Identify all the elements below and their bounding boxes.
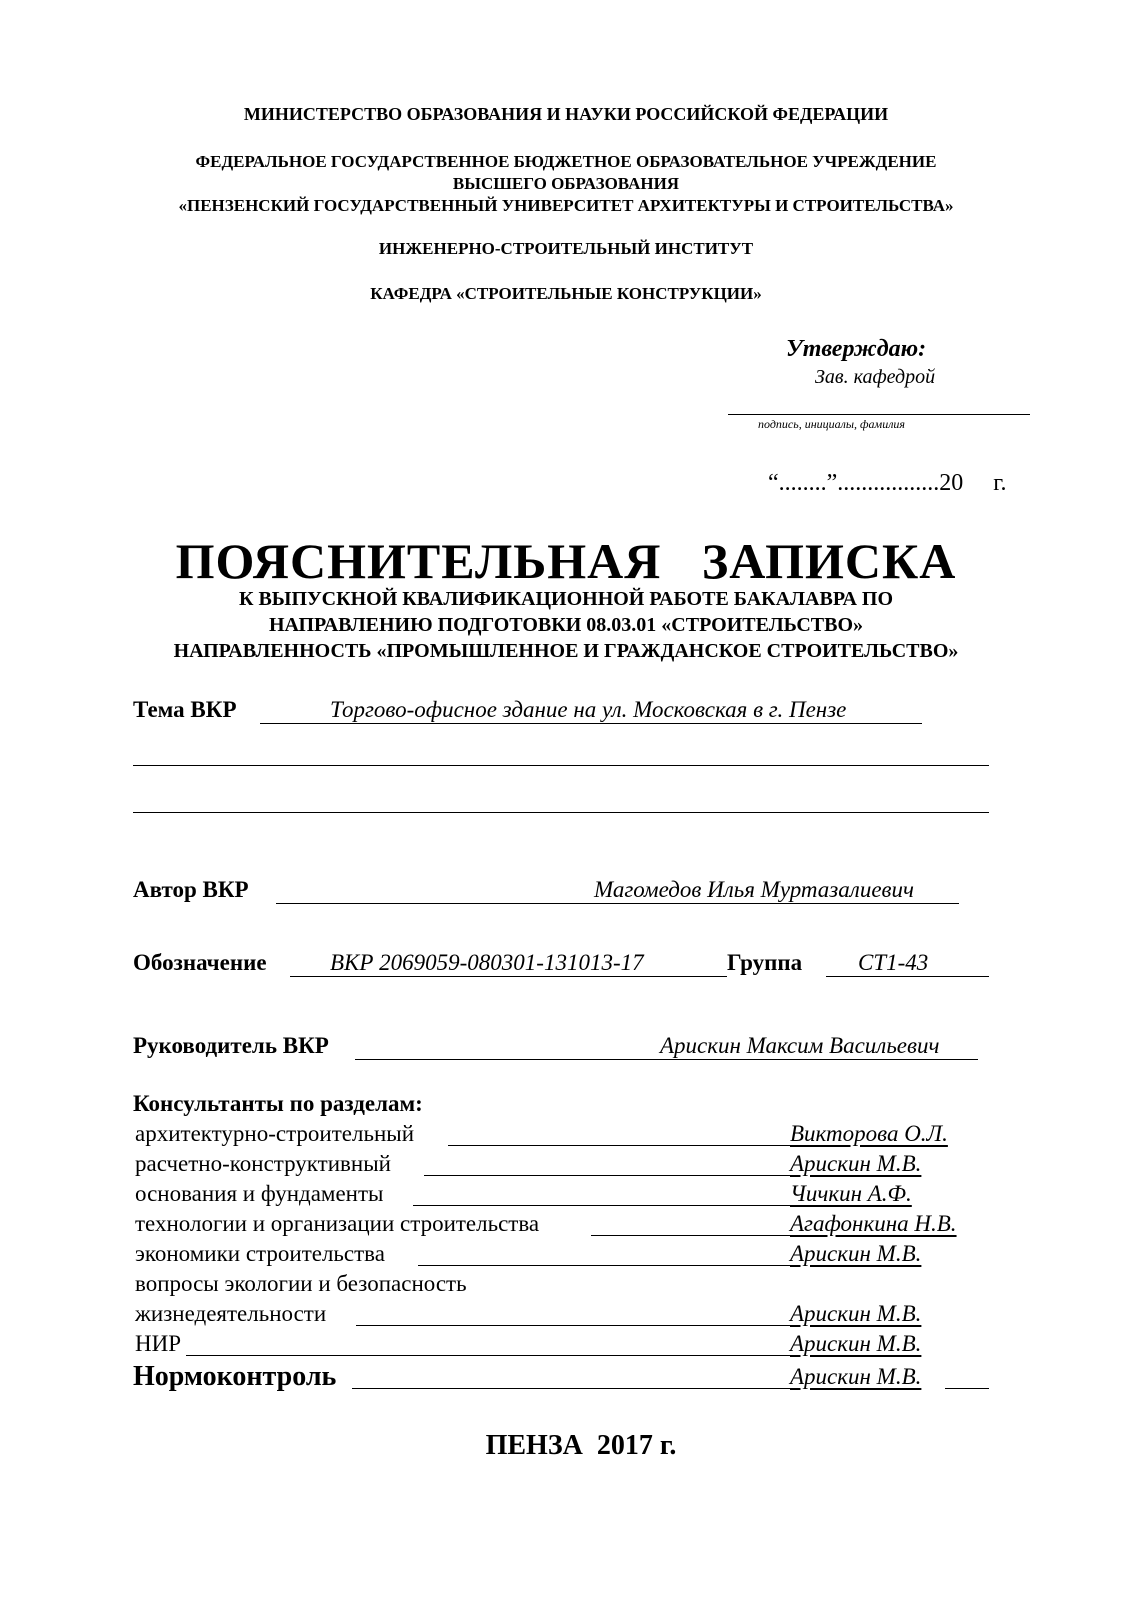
consultant-section: экономики строительства [135,1241,385,1266]
consultant-name: Агафонкина Н.В. [790,1211,957,1236]
consultant-name: Арискин М.В. [790,1301,922,1326]
supervisor-underline [355,1059,978,1060]
consultant-section: жизнедеятельности [135,1301,327,1326]
normcontrol-name: Арискин М.В. [790,1364,922,1389]
consultant-section: расчетно-конструктивный [135,1151,391,1176]
consultant-name: Чичкин А.Ф. [790,1181,912,1206]
consultant-name: Арискин М.В. [790,1331,922,1356]
consultant-underline [413,1205,790,1206]
topic-label: Тема ВКР [133,697,237,722]
consultant-underline [186,1355,790,1356]
designation-underline [290,976,727,977]
normcontrol-underline-tail [945,1388,989,1389]
consultant-section: НИР [135,1331,182,1356]
institution-line-3: «ПЕНЗЕНСКИЙ ГОСУДАРСТВЕННЫЙ УНИВЕРСИТЕТ АРХИТЕКТУРЫ И СТРОИТЕЛЬСТВА» [178,196,954,215]
title-subline-3: НАПРАВЛЕННОСТЬ «ПРОМЫШЛЕННОЕ И ГРАЖДАНСКОЕ СТРОИТЕЛЬСТВО» [173,640,959,662]
group-value: СТ1-43 [858,950,929,975]
signature-line [728,414,1030,415]
author-value: Магомедов Илья Муртазалиевич [594,877,914,902]
consultant-name: Арискин М.В. [790,1241,922,1266]
group-label: Группа [727,950,803,975]
approval-label: Утверждаю: [786,336,927,362]
institution-line-2: ВЫСШЕГО ОБРАЗОВАНИЯ [452,174,680,193]
approval-date-line: “........”.................20 г. [768,470,1007,496]
signature-caption: подпись, инициалы, фамилия [758,417,905,431]
title-subline-2: НАПРАВЛЕНИЮ ПОДГОТОВКИ 08.03.01 «СТРОИТЕЛЬСТВО» [268,614,864,636]
consultant-name: Арискин М.В. [790,1151,922,1176]
institution-line-1: ФЕДЕРАЛЬНОЕ ГОСУДАРСТВЕННОЕ БЮДЖЕТНОЕ ОБРАЗОВАТЕЛЬНОЕ УЧРЕЖДЕНИЕ [195,152,937,171]
supervisor-value: Арискин Максим Васильевич [660,1033,940,1058]
consultant-underline [424,1175,790,1176]
consultant-section: основания и фундаменты [135,1181,384,1206]
consultant-underline [356,1325,790,1326]
title-subline-1: К ВЫПУСКНОЙ КВАЛИФИКАЦИОННОЙ РАБОТЕ БАКАЛАВРА ПО [238,588,894,610]
designation-label: Обозначение [133,950,267,975]
supervisor-label: Руководитель ВКР [133,1033,329,1058]
document-title: ПОЯСНИТЕЛЬНАЯ ЗАПИСКА [175,533,957,589]
consultant-section: вопросы экологии и безопасность [135,1271,467,1296]
consultant-name: Викторова О.Л. [790,1121,948,1146]
topic-blank-line-1 [133,765,989,766]
city-year: ПЕНЗА 2017 г. [485,1430,677,1461]
consultant-underline [591,1235,790,1236]
normcontrol-label: Нормоконтроль [133,1361,337,1392]
consultants-heading: Консультанты по разделам: [133,1091,423,1116]
institute-heading: ИНЖЕНЕРНО-СТРОИТЕЛЬНЫЙ ИНСТИТУТ [378,239,754,258]
topic-blank-line-2 [133,812,989,813]
consultant-underline [418,1265,790,1266]
author-label: Автор ВКР [133,877,249,902]
group-underline [826,976,989,977]
consultant-section: архитектурно-строительный [135,1121,415,1146]
department-heading: КАФЕДРА «СТРОИТЕЛЬНЫЕ КОНСТРУКЦИИ» [370,284,762,303]
head-of-department-label: Зав. кафедрой [815,366,936,388]
consultant-section: технологии и организации строительства [135,1211,540,1236]
normcontrol-underline [352,1388,790,1389]
consultant-underline [448,1145,790,1146]
topic-value: Торгово-офисное здание на ул. Московская в г. Пензе [330,697,847,722]
topic-underline [260,723,922,724]
designation-value: ВКР 2069059-080301-131013-17 [330,950,644,975]
author-underline [276,903,959,904]
ministry-heading: МИНИСТЕРСТВО ОБРАЗОВАНИЯ И НАУКИ РОССИЙСКОЙ ФЕДЕРАЦИИ [243,104,889,124]
